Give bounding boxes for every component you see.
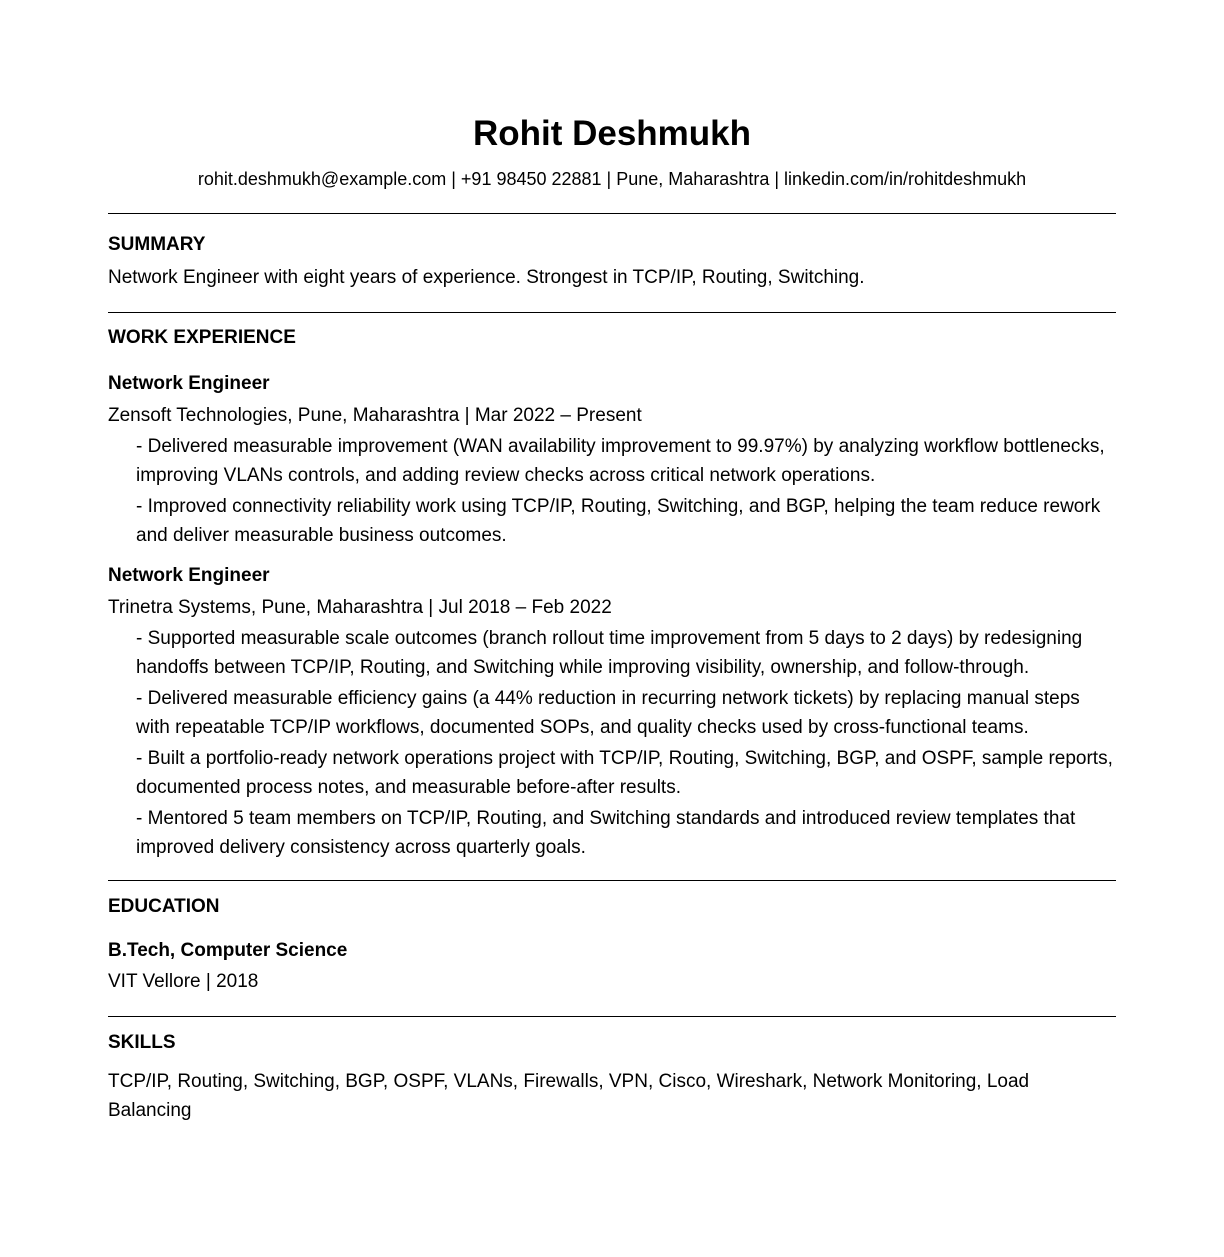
education-section [108,881,1116,996]
skills-section [108,1017,1116,1125]
summary-section [108,214,1116,292]
job-meta: Trinetra Systems, Pune, Maharashtra | Jul 2018 – Feb 2022 [108,597,612,618]
job-bullet: - Improved connectivity reliability work using TCP/IP, Routing, Switching, and BGP, helping the team reduce rework and deliver measurable business outcomes. [136,496,1101,546]
candidate-name: Rohit Deshmukh [472,114,752,153]
job-bullet: - Built a portfolio-ready network operations project with TCP/IP, Routing, Switching, BGP, and OSPF, sample reports, documented process notes, and measurable before-after results. [136,748,1113,798]
contact-line: rohit.deshmukh@example.com | +91 98450 22881 | Pune, Maharashtra | linkedin.com/in/rohitdeshmukh [197,169,1027,189]
education-meta: VIT Vellore | 2018 [108,971,259,992]
job-title: Network Engineer [108,565,270,586]
experience-section [108,313,1116,862]
job-meta: Zensoft Technologies, Pune, Maharashtra | Mar 2022 – Present [108,405,642,426]
skills-text: TCP/IP, Routing, Switching, BGP, OSPF, VLANs, Firewalls, VPN, Cisco, Wireshark, Network Monitoring, Load Balancing [108,1071,1030,1121]
job-entry [108,372,1116,550]
section-title-experience: WORK EXPERIENCE [108,327,296,348]
section-title-education: EDUCATION [108,896,220,917]
section-title-summary: SUMMARY [108,234,206,255]
job-bullets [108,432,1116,550]
section-title-skills: SKILLS [108,1032,176,1053]
job-bullet: - Delivered measurable improvement (WAN availability improvement to 99.97%) by analyzing workflow bottlenecks, improving VLANs controls, and adding review checks across critical network operations. [136,436,1105,486]
job-bullet: - Supported measurable scale outcomes (branch rollout time improvement from 5 days to 2 days) by redesigning handoffs between TCP/IP, Routing, and Switching while improving visibility, ownership, and follow-through. [136,628,1083,678]
job-bullets [108,624,1116,862]
job-bullet: - Mentored 5 team members on TCP/IP, Routing, and Switching standards and introduced review templates that improved delivery consistency across quarterly goals. [136,808,1076,858]
job-bullet: - Delivered measurable efficiency gains (a 44% reduction in recurring network tickets) by replacing manual steps with repeatable TCP/IP workflows, documented SOPs, and quality checks used by cross-functional teams. [136,688,1080,738]
summary-text: Network Engineer with eight years of experience. Strongest in TCP/IP, Routing, Switching. [108,267,865,288]
degree: B.Tech, Computer Science [108,940,348,961]
job-title: Network Engineer [108,373,270,394]
job-entry [108,564,1116,862]
